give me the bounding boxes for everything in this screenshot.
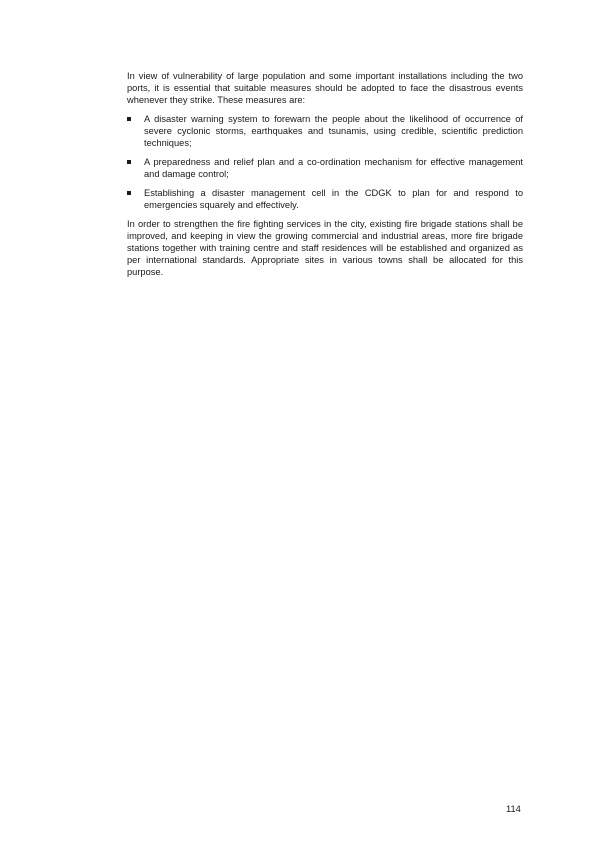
list-item xyxy=(127,113,523,149)
list-item-text: A preparedness and relief plan and a co-ordination mechanism for effective management and damage control; xyxy=(144,157,523,179)
square-bullet-icon xyxy=(127,117,131,121)
list-item-text: A disaster warning system to forewarn the people about the likelihood of occurrence of severe cyclonic storms, earthquakes and tsunamis, using credible, scientific prediction techniques; xyxy=(144,114,523,148)
page-body xyxy=(127,70,523,285)
square-bullet-icon xyxy=(127,160,131,164)
intro-paragraph: In view of vulnerability of large population and some important installations including the two ports, it is essential that suitable measures should be adopted to face the disastrous events whenever they strike. These measures are: xyxy=(127,71,523,105)
page-number: 114 xyxy=(506,804,521,814)
list-item-text: Establishing a disaster management cell in the CDGK to plan for and respond to emergencies squarely and effectively. xyxy=(144,188,523,210)
list-item xyxy=(127,187,523,211)
list-item xyxy=(127,156,523,180)
square-bullet-icon xyxy=(127,191,131,195)
fire-services-paragraph: In order to strengthen the fire fighting services in the city, existing fire brigade stations shall be improved, and keeping in view the growing commercial and industrial areas, more fire brigade stations together with training centre and staff residences will be established and organized as per international standards. Appropriate sites in various towns shall be allocated for this purpose. xyxy=(127,219,523,277)
measures-list xyxy=(127,113,523,211)
